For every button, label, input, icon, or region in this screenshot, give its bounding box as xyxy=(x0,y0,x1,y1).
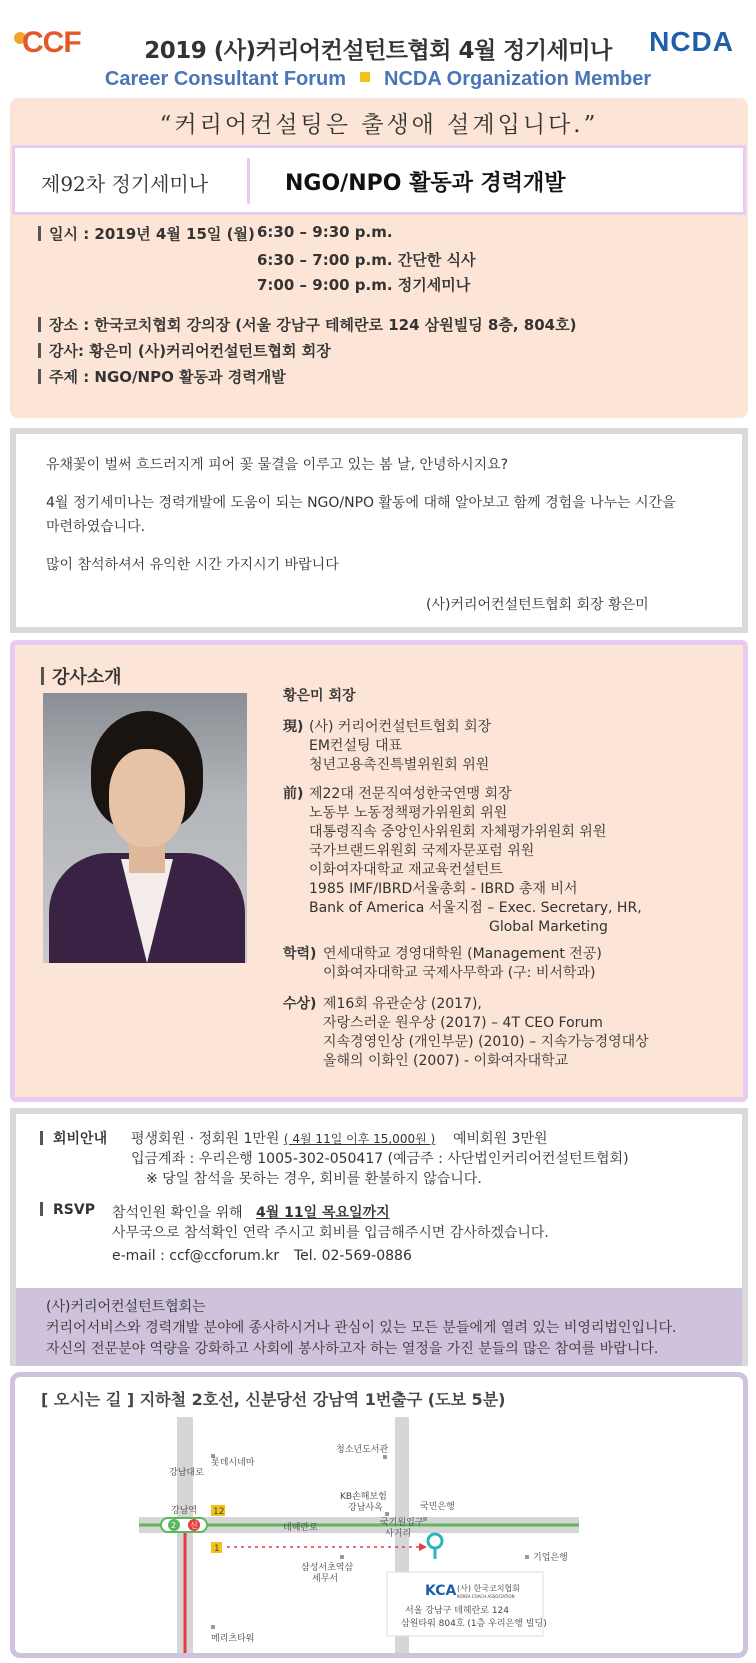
speaker-intro-heading: 강사소개 xyxy=(41,663,122,689)
about-line1: (사)커리어컨설턴트협회는 xyxy=(46,1299,206,1315)
map-label-lotte: 롯데시네마 xyxy=(211,1458,255,1468)
ccf-logo: CCF xyxy=(14,28,74,64)
subtitle: Career Consultant Forum NCDA Organization Member xyxy=(104,68,652,90)
for-item: 노동부 노동정책평가위원회 위원 xyxy=(309,805,508,821)
for-item: 대통령직속 중앙인사위원회 자체평가위원회 위원 xyxy=(309,824,607,840)
map-line2-label: 2 xyxy=(171,1521,177,1530)
time-main: 6:30 – 9:30 p.m. xyxy=(257,223,393,241)
speaker-name: 황은미 회장 xyxy=(283,688,356,704)
education: 학력) 연세대학교 경영대학원 (Management 전공) 이화여자대학교 국제사무학과 (구: 비서학과) xyxy=(283,945,316,964)
awd-item: 제16회 유관순상 (2017), xyxy=(323,996,482,1012)
rsvp-line2: 사무국으로 참석확인 연락 주시고 회비를 입금해주시면 감사하겠습니다. xyxy=(112,1225,549,1241)
fee-line1: 평생회원 · 정회원 1만원 ( 4월 11일 이후 15,000원 ) 예비회원 3만원 xyxy=(131,1131,548,1147)
greeting-box xyxy=(10,428,748,633)
map-label-tax1: 삼성서초역삼 xyxy=(301,1563,354,1573)
map-label-exit12: 12 xyxy=(213,1507,225,1517)
for-item: 1985 IMF/IBRD서울총회 - IBRD 총재 비서 xyxy=(309,881,578,897)
map-label-exit1: 1 xyxy=(214,1544,220,1554)
seminar-topic: NGO/NPO 활동과 경력개발 xyxy=(285,171,566,196)
map-pin-icon xyxy=(428,1534,442,1548)
map-station-badge xyxy=(161,1518,207,1532)
map-label-library: 청소년도서관 xyxy=(336,1445,389,1455)
slogan-quote: “커리어컨설팅은 출생애 설계입니다.” xyxy=(159,112,599,138)
awards: 수상) 제16회 유관순상 (2017), 자랑스러운 원우상 (2017) – 4T CEO Forum 지속경영인상 (개인부문) (2010) – 지속가능경영대상 올해의 이화인 (2007) - 이화여자대학교 xyxy=(283,995,316,1014)
page-title: 2019 (사)커리어컨설턴트협회 4월 정기세미나 xyxy=(144,38,612,64)
speaker-photo xyxy=(43,693,247,963)
cur-item: EM컨설팅 대표 xyxy=(309,738,402,754)
cur-item: (사) 커리어컨설턴트협회 회장 xyxy=(309,719,492,735)
map-kca-name: (사) 한국코치협회 xyxy=(457,1584,520,1593)
rsvp-phone[interactable]: Tel. 02-569-0886 xyxy=(294,1248,412,1264)
rsvp-label: RSVP xyxy=(40,1202,95,1218)
edu-item: 이화여자대학교 국제사무학과 (구: 비서학과) xyxy=(323,965,596,981)
seminar-banner xyxy=(12,145,746,215)
map-label-gangnam-station: 강남역 xyxy=(171,1506,198,1516)
edu-item: 연세대학교 경영대학원 (Management 전공) xyxy=(323,946,602,962)
map-kca-addr2: 삼원타워 804호 (1층 우리은행 빌딩) xyxy=(401,1619,547,1629)
square-bullet-icon xyxy=(360,72,370,82)
greeting-p2b: 마련하였습니다. xyxy=(46,519,146,535)
for-item: 국가브랜드위원회 국제자문포럼 위원 xyxy=(309,843,535,859)
former-positions: 前) 제22대 전문직여성한국연맹 회장 노동부 노동정책평가위원회 위원 대통령직속 중앙인사위원회 자체평가위원회 위원 국가브랜드위원회 국제자문포럼 위원 이화여자대학교 재교육컨설턴트 1985 IMF/IBRD서울총회 - IBRD 총재 비서 Bank of America 서울지점 – Exec. Secretary, HR, Global Marketing xyxy=(283,785,303,804)
map-label-intersection2: 사거리 xyxy=(385,1529,412,1539)
awd-item: 지속경영인상 (개인부문) (2010) – 지속가능경영대상 xyxy=(323,1034,649,1050)
ncda-logo: NCDA xyxy=(649,26,734,57)
fee-label: 회비안내 xyxy=(40,1128,107,1148)
map-label-gangnam-daero: 강남대로 xyxy=(169,1468,204,1478)
greeting-signature: (사)커리어컨설턴트협회 회장 황은미 xyxy=(426,597,649,613)
location-map xyxy=(15,1417,743,1653)
for-item: Bank of America 서울지점 – Exec. Secretary, HR, xyxy=(309,900,642,916)
map-label-ibk: 기업은행 xyxy=(533,1553,568,1563)
cur-item: 청년고용촉진특별위원회 위원 xyxy=(309,757,490,773)
speaker-line: 강사: 황은미 (사)커리어컨설턴트협회 회장 xyxy=(38,340,331,361)
map-label-kookmin: 국민은행 xyxy=(420,1502,455,1512)
time-seminar: 7:00 – 9:00 p.m. 정기세미나 xyxy=(257,276,471,294)
map-kca-logo: KCA xyxy=(425,1583,457,1599)
divider xyxy=(247,158,250,204)
map-route-arrow-icon xyxy=(419,1543,427,1551)
map-label-kb1: KB손해보험 xyxy=(340,1492,387,1502)
header xyxy=(0,0,756,95)
bank-account: 입금계좌 : 우리은행 1005-302-050417 (예금주 : 사단법인커리어컨설턴트협회) xyxy=(131,1151,629,1167)
map-label-intersection1: 국기원입구 xyxy=(380,1518,424,1528)
about-line2: 커리어서비스와 경력개발 분야에 종사하시거나 관심이 있는 모든 분들에게 열려 있는 비영리법인입니다. xyxy=(46,1320,677,1336)
date-line: 일시 : 2019년 4월 15일 (월) xyxy=(38,223,255,244)
map-label-kb2: 강남사옥 xyxy=(348,1503,383,1513)
for-item: 제22대 전문직여성한국연맹 회장 xyxy=(309,786,512,802)
fee-rsvp-box xyxy=(10,1108,748,1366)
directions-heading: [ 오시는 길 ] 지하철 2호선, 신분당선 강남역 1번출구 (도보 5분) xyxy=(41,1390,506,1409)
greeting-p3: 많이 참석하셔서 유익한 시간 가지시기 바랍니다 xyxy=(46,557,339,573)
map-label-teheran: 테헤란로 xyxy=(283,1523,318,1533)
event-info-box xyxy=(10,98,748,418)
subject-line: 주제 : NGO/NPO 활동과 경력개발 xyxy=(38,366,286,387)
awd-item: 자랑스러운 원우상 (2017) – 4T CEO Forum xyxy=(323,1015,603,1031)
speaker-intro-box xyxy=(10,640,748,1102)
rsvp-email[interactable]: e-mail : ccf@ccforum.kr xyxy=(112,1248,280,1264)
for-item: 이화여자대학교 재교육컨설턴트 xyxy=(309,862,503,878)
map-sin-label: 신 xyxy=(190,1521,198,1530)
map-kca-addr1: 서울 강남구 테헤란로 124 xyxy=(405,1606,510,1616)
map-kca-sub: KOREA COACH ASSOCIATION xyxy=(457,1594,515,1599)
greeting-p2a: 4월 정기세미나는 경력개발에 도움이 되는 NGO/NPO 활동에 대해 알아보고 함께 경험을 나누는 시간을 xyxy=(46,495,676,511)
rsvp-line1: 참석인원 확인을 위해 4월 11일 목요일까지 xyxy=(112,1205,390,1221)
refund-notice: ※ 당일 참석을 못하는 경우, 회비를 환불하지 않습니다. xyxy=(146,1171,482,1187)
map-label-meritz: 메리츠타워 xyxy=(211,1634,255,1644)
about-band xyxy=(16,1288,742,1366)
for-item: Global Marketing xyxy=(489,919,608,935)
map-label-tax2: 세무서 xyxy=(312,1574,339,1584)
directions-box xyxy=(10,1372,748,1658)
awd-item: 올해의 이화인 (2007) - 이화여자대학교 xyxy=(323,1053,569,1069)
about-line3: 자신의 전문분야 역량을 강화하고 사회에 봉사하고자 하는 열정을 가진 분들의 많은 참여를 바랍니다. xyxy=(46,1341,659,1357)
current-positions: 現) (사) 커리어컨설턴트협회 회장 EM컨설팅 대표 청년고용촉진특별위원회 위원 xyxy=(283,718,303,737)
greeting-p1: 유채꽃이 벌써 흐드러지게 피어 꽃 물결을 이루고 있는 봄 날, 안녕하시지요? xyxy=(46,457,509,473)
seminar-number: 제92차 정기세미나 xyxy=(41,172,209,196)
time-dinner: 6:30 – 7:00 p.m. 간단한 식사 xyxy=(257,251,476,269)
place-line: 장소 : 한국코치협회 강의장 (서울 강남구 테헤란로 124 삼원빌딩 8층, 804호) xyxy=(38,314,576,335)
